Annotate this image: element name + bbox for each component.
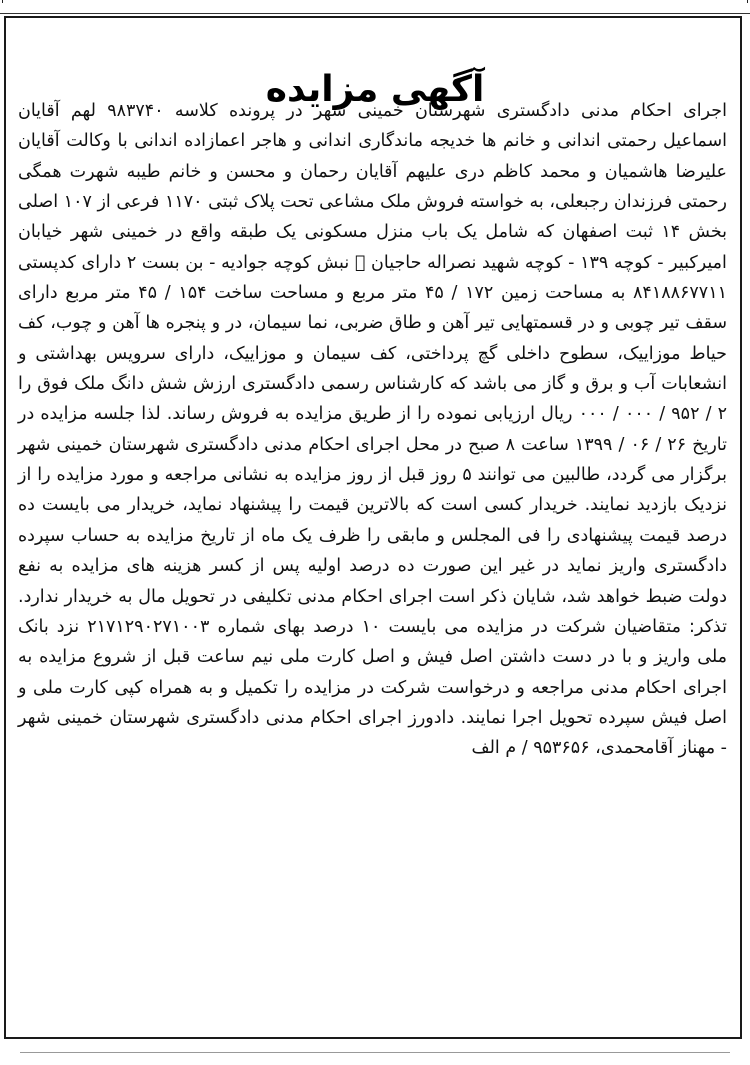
notice-title: آگهی مزایده [265, 69, 485, 111]
top-divider [0, 13, 750, 14]
bottom-divider [20, 1052, 730, 1053]
top-edge-marks [2, 0, 748, 3]
notice-body: اجرای احکام مدنی دادگستری شهرستان خمینی شهر در پرونده کلاسه ۹۸۳۷۴۰ لهم آقایان اسماعیل رحمتی اندانی و خانم ها خدیجه ماندگاری اندانی و هاجر اعمازاده اندانی با وکالت آقایان علیرضا هاشمیان و محمد کاظم دری علیهم آقایان رحمان و محسن و خانم طیبه شهرت همگی رحمتی فرزندان رجبعلی، به خواسته فروش ملک مشاعی تحت پلاک ثبتی ۱۱۷۰ فرعی از ۱۰۷ اصلی بخش ۱۴ ثبت اصفهان که شامل یک باب منزل مسکونی یک طبقه واقع در خمینی شهر خیابان امیرکبیر - کوچه ۱۳۹ - کوچه شهید نصراله حاجیان ⃞ نبش کوچه جوادیه - بن بست ۲ دارای کدپستی ۸۴۱۸۸۶۷۷۱۱ به مساحت زمین ۱۷۲ / ۴۵ متر مربع و مساحت ساخت ۱۵۴ / ۴۵ متر مربع دارای سقف تیر چوبی و در قسمتهایی تیر آهن و طاق ضربی، نما سیمان، در و پنجره ها آهن و چوب، کف حیاط موزاییک، سطوح داخلی گچ پرداختی، کف سیمان و موزاییک، دارای سرویس بهداشتی و انشعابات آب و برق و گاز می باشد که کارشناس رسمی دادگستری ارزش شش دانگ ملک فوق را ۲ / ۹۵۲ / ۰۰۰ / ۰۰۰ ریال ارزیابی نموده را از طریق مزایده به فروش رساند. لذا جلسه مزایده در تاریخ ۲۶ / ۰۶ / ۱۳۹۹ ساعت ۸ صبح در محل اجرای احکام مدنی دادگستری شهرستان خمینی شهر برگزار می گردد، طالبین می توانند ۵ روز قبل از روز مزایده به نشانی مراجعه و مورد مزایده را از نزدیک بازدید نمایند. خریدار کسی است که بالاترین قیمت را پیشنهاد نماید، خریدار می بایست ده درصد قیمت پیشنهادی را فی المجلس و مابقی را ظرف یک ماه از تاریخ مزایده به حساب سپرده دادگستری واریز نماید در غیر این صورت ده درصد اولیه پس از کسر هزینه های مزایده به نفع دولت ضبط خواهد شد، شایان ذکر است اجرای احکام مدنی تکلیفی در تحویل مال به خریدار ندارد. تذکر: متقاضیان شرکت در مزایده می بایست ۱۰ درصد بهای شماره ۲۱۷۱۲۹۰۲۷۱۰۰۳ نزد بانک ملی واریز و با در دست داشتن اصل فیش و اصل کارت ملی نیم ساعت قبل از شروع مزایده به اجرای احکام مدنی مراجعه و درخواست شرکت در مزایده را تکمیل و به همراه کپی کارت ملی و اصل فیش سپرده تحویل اجرا نمایند. دادورز اجرای احکام مدنی دادگستری شهرستان خمینی شهر - مهناز آقامحمدی، ۹۵۳۶۵۶ / م الف [18, 101, 728, 759]
